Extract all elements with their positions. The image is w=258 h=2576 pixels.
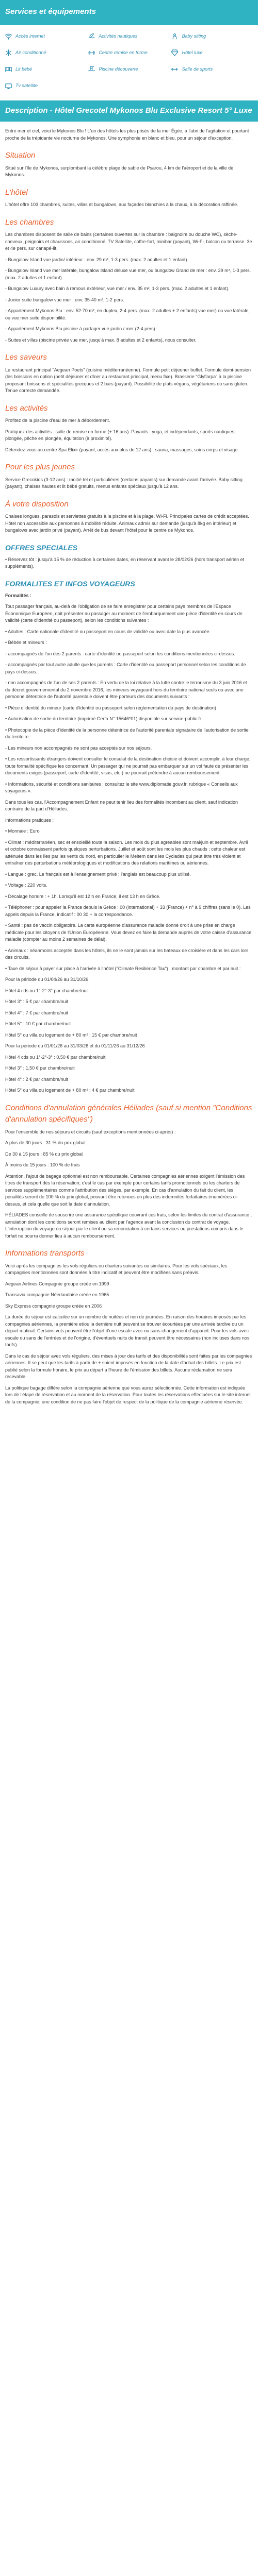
- gym-icon: [171, 65, 179, 74]
- transport-line: Voici après les compagnies les vols réguliers ou charters suivantes ou similaires. Pour les vols spéciaux, les compagnies mentionnées sont données à titre indicatif et peuvent être modifiées sans préavis.: [5, 1263, 228, 1275]
- services-title: Services et équipements: [0, 0, 258, 25]
- formalites-line: Hôtel 5° ou villa ou logement de + 80 m² : 4 € par chambre/nuit: [5, 1088, 135, 1093]
- formalites-line: Hôtel 4° : 7 € par chambre/nuit: [5, 1010, 69, 1015]
- transport-title: Informations transports: [5, 1249, 85, 1258]
- offres-title: OFFRES SPECIALES: [5, 543, 78, 552]
- situation-paragraph: Situé sur l'île de Mykonos, surplombant la célèbre plage de sable de Psarou, 4 km de l'aéroport et de la ville de Mykonos.: [5, 165, 234, 177]
- formalites-line: Hôtel 3° : 5 € par chambre/nuit: [5, 999, 69, 1004]
- wifi-icon: [4, 32, 12, 41]
- service-item: [87, 65, 170, 74]
- transport-line: Dans le cas de séjour avec vols réguliers, des mises à jour des tarifs et des disponibilités sont faites par les compagnies aériennes. Il se peut que les tarifs à partir de + soient imposés en fonction de la date d'achat des billets. Le prix est publié selon la formule horaire, le prix au départ a l'heure de l'émission des billets. Aucune réclamation ne sera recevable.: [5, 1353, 252, 1379]
- activites-paragraph: Pratiquez des activités : salle de remise en forme (+ 16 ans). Payants : yoga, et indépendants, sports nautiques, plongée, pêche en plongée, équitation (à proximité).: [5, 429, 236, 441]
- disposition-paragraph: Chaises longues, parasols et serviettes gratuits à la piscine et à la plage. Wi-Fi. Principales cartes de crédit acceptées. Hôtel non accessible aux personnes à mobilité réduite. Animaux admis sur demande (jusqu'à 8kg en intérieur) et bungalows avec jardin privé (payant). Arrêt de bus devant l'hôtel pour le centre de Mykonos.: [5, 514, 249, 533]
- crib-icon: [4, 65, 12, 74]
- transport-line: La durée du séjour est calculée sur un nombre de nuitées et non de journées. En raison des horaires imposés par les compagnies aériennes, la première et/ou la dernière nuit peuvent se trouver écourtées par une arrivée tardive ou un départ matinal. Certains vols peuvent être l'objet d'une escale avec ou sans changement d'appareil. Pour les vols avec escale ou sans de l'entrées et de l'origine, d'éventuels nuits de transit peuvent être nécessaires (non incluses dans nos tarifs).: [5, 1314, 250, 1347]
- chambres-paragraph: Les chambres disposent de salle de bains (certaines ouvertes sur la chambre : baignoire ou douche WC), sèche-cheveux, peignoirs et chaussons, air conditionné, TV Satellite, coffre-fort, minibar (payant), Wi-Fi, balcon ou terrasse. 3e et 4e pers. sur canapé-lit.: [5, 232, 252, 251]
- annulation-line: Attention, l'ajout de bagage optionnel est non remboursable. Certaines compagnies aériennes exigent l'émission des titres de transport dès la réservation; c'est le cas par exemple pour certains tarifs promotionnels ou les charters de services supplémentaires comme l'attribution des sièges, par exemple. En cas d'annulation du fait du client, les pénalités seront de 100 % du prix global, pouvant être retenues en plus des indemnités forfaitaires énumérées ci-dessus, et cela quelle que soit la date d'annulation.: [5, 1173, 245, 1207]
- annulation-line: Pour l'ensemble de nos séjours et circuits (sauf exceptions mentionnées ci-après) :: [5, 1129, 176, 1134]
- baby-icon: [171, 32, 179, 41]
- formalites-line: • Informations, sécurité et conditions sanitaires : consultez le site www.diplomatie.gouv.fr, rubrique « Conseils aux voyageurs ».: [5, 781, 238, 793]
- formalites-line: • Animaux : néanmoins acceptés dans les hôtels, ils ne le sont jamais sur les bateaux de croisière et dans les cars lors des circuits.: [5, 947, 249, 960]
- transport-line: La politique bagage diffère selon la compagnie aérienne que vous aurez sélectionnée. Cette information est indiquée lors de l'étape de réservation et au moment de la réservation. Pour toutes les réservations effectuées sur le site internet de la compagnie, une condition de ne pas faire l'objet de respect de la politique de la compagnie aérienne réservée.: [5, 1385, 251, 1404]
- disposition-section: [5, 499, 253, 534]
- formalites-line: • Taxe de séjour à payer sur place à l'arrivée à l'hôtel ("Climate Resilience Tax") : montant par chambre et par nuit :: [5, 965, 241, 971]
- formalites-line: Hôtel 5° ou villa ou logement de + 80 m² : 15 € par chambre/nuit: [5, 1032, 137, 1038]
- formalites-line: Dans tous les cas, l'Accompagnement Enfant ne peut tenir lieu des formalités incombant au client, sauf indication contraire de la part d'Héliades.: [5, 799, 238, 811]
- intro-paragraph: Entre mer et ciel, voici le Mykonos Blu ! L'un des hôtels les plus prisés de la mer Égée, à l'abri de l'agitation et pourtant proche de la trépidante vie nocturne de Mykonos. Une symphonie en blanc et bleu, pour un séjour d'exception.: [5, 128, 249, 141]
- chambres-paragraph: - Bungalow Island vue mer latérale, bungalow Island deluxe vue mer, ou bungalow Grand de mer : env. 29 m², 1-3 pers. (max. 2 adultes et 1 enfant).: [5, 268, 251, 280]
- surf-icon: [87, 32, 95, 41]
- saveurs-title: Les saveurs: [5, 353, 47, 362]
- formalites-line: • Langue : grec. Le français est à l'enseignement privé ; l'anglais est beaucoup plus utilisé.: [5, 871, 191, 877]
- service-label: Activités nautiques: [99, 33, 138, 39]
- services-grid: [0, 25, 258, 100]
- transport-section: [5, 1248, 253, 1405]
- formalites-line: • Autorisation de sortie du territoire (imprimé Cerfa N° 15646*01) disponible sur service-public.fr: [5, 716, 201, 721]
- service-label: Salle de sports: [182, 66, 213, 72]
- formalites-line: Pour la période du 01/04/26 au 31/10/26: [5, 977, 89, 982]
- transport-line: Aegean Airlines Compagnie groupe créée en 1999: [5, 1281, 109, 1286]
- service-label: Lit bébé: [15, 66, 33, 72]
- service-item: [87, 49, 170, 57]
- formalites-line: • Climat : méditerranéen, sec et ensoleillé toute la saison. Les mois du plus agréables sont mai/juin et septembre. Avril et octobre connaissent parfois quelques perturbations. Juillet et août sont les mois les plus chauds ; cette chaleur est atténuée dans les îles par les vents du nord, en particulier le Meltem dans les Cyclades qui peut être très violent et entraîner des perturbations météorologiques et modifications des relations maritimes ou aériennes.: [5, 839, 248, 866]
- saveurs-paragraph: Le restaurant principal "Aegean Poets" (cuisine méditerranéenne). Formule petit déjeuner buffet. Formule demi-pension (les boissons en option (petit déjeuner et dîner au restaurant principal, menu fixe). Brasserie "Glyf'arpa" à la piscine proposant boissons et spécialités grecques et 2 bars (payant). Possibilité de plats végans, végétariens ou sans gluten. Tenue correcte demandée.: [5, 367, 251, 393]
- hotel-title: L'hôtel: [5, 188, 28, 197]
- fitness-icon: [87, 49, 95, 57]
- content: [0, 122, 258, 1423]
- service-label: Tv satellite: [15, 82, 38, 88]
- formalites-line: • Les ressortissants étrangers doivent consulter le consulat de la destination choisie et doivent accomplir, à leur charge, toute formalité spécifique les concernant. Un passager qui ne pourrait pas embarquer sur un vol faute de présenter les documents exigés (passeport, carte d'identité, visas, etc.) ne pourrait prétendre à aucun remboursement.: [5, 756, 251, 775]
- formalites-line: • Santé : pas de vaccin obligatoire. La carte européenne d'assurance maladie donne droit à une prise en charge médicale pour les citoyens de l'Union Européenne. Vous devez en faire la demande auprès de votre caisse d'assurance maladie (compter au moins 2 semaines de délai).: [5, 923, 252, 942]
- air-conditioning-icon: [4, 49, 12, 57]
- tv-icon: [4, 82, 12, 90]
- formalites-line: Hôtel 5° : 10 € par chambre/nuit: [5, 1021, 71, 1026]
- formalites-line: - accompagnés par tout autre adulte que les parents : Carte d'identité ou passeport personnel selon les conditions de pays ci-dessus.: [5, 662, 246, 674]
- hotel-section: [5, 187, 253, 209]
- formalites-line: • Monnaie : Euro: [5, 828, 40, 834]
- annulation-line: À moins de 15 jours : 100 % de frais: [5, 1162, 80, 1167]
- service-label: Centre remise en forme: [99, 49, 148, 55]
- chambres-paragraph: - Bungalow Luxury avec bain à remous extérieur, vue mer / env. 35 m², 1-3 pers. (max. 2 adultes et 1 enfant).: [5, 286, 230, 291]
- formalites-line: Tout passager français, au-delà de l'obligation de se faire enregistrer pour certains pays membres de l'Espace Économique Européen, doit présenter au passager au moment de l'embarquement une pièce d'identité en cours de validité (carte d'identité ou passeport), selon les conditions suivantes :: [5, 604, 243, 623]
- service-label: Piscine découverte: [99, 66, 138, 72]
- formalites-line: Hôtel 4° : 2 € par chambre/nuit: [5, 1076, 69, 1082]
- disposition-title: À votre disposition: [5, 499, 69, 509]
- service-item: [4, 32, 87, 41]
- activites-paragraph: Profitez de la piscine d'eau de mer à débordement.: [5, 418, 110, 423]
- formalites-line: Pour la période du 01/01/26 au 31/03/26 et du 01/11/26 au 31/12/26: [5, 1043, 145, 1048]
- pool-icon: [87, 65, 95, 74]
- formalites-line: • Adultes : Carte nationale d'identité ou passeport en cours de validité ou avec date la plus avancée.: [5, 629, 211, 634]
- annulation-title: Conditions d'annulation générales Héliades (sauf si mention "Conditions d'annulation spécifiques"): [5, 1103, 252, 1124]
- activites-section: [5, 403, 253, 454]
- formalites-line: • Décalage horaire : + 1h. Lorsqu'il est 12 h en France, il est 13 h en Grèce.: [5, 893, 160, 899]
- formalites-line: Informations pratiques :: [5, 817, 54, 823]
- hotel-description-title: Description - Hôtel Grecotel Mykonos Blu Exclusive Resort 5° Luxe: [0, 100, 258, 122]
- service-item: [171, 49, 254, 57]
- chambres-section: [5, 217, 253, 344]
- formalites-line: Hôtel 3° : 1,50 € par chambre/nuit: [5, 1065, 75, 1071]
- situation-title: Situation: [5, 151, 36, 160]
- service-item: [4, 49, 87, 57]
- formalites-line: - non accompagnés de l'un de ses 2 parents : En vertu de la loi relative à la lutte contre le terrorisme du 3 juin 2016 et du décret gouvernemental du 2 novembre 2016, les mineurs voyageant hors du territoire national seuls ou avec une personne détentrice de l'autorité parentale doivent être porteurs des documents suivants :: [5, 680, 247, 699]
- saveurs-section: [5, 352, 253, 395]
- formalites-line: • Téléphoner : pour appeler la France depuis la Grèce : 00 (international) + 33 (France) + n° à 9 chiffres (sans le 0). Les appels depuis la France, indicatif : 00 30 + la correspondance.: [5, 905, 251, 917]
- formalites-line: • Pièce d'identité du mineur (carte d'identité ou passeport selon réglementation du pays de destination): [5, 705, 216, 710]
- chambres-paragraph: - Suites et villas (piscine privée vue mer, jusqu'à max. 8 adultes et 2 enfants), nous consulter.: [5, 337, 197, 343]
- formalites-section: [5, 579, 253, 1094]
- formalites-line: • Bébés et mineurs :: [5, 640, 47, 645]
- offres-section: [5, 543, 253, 570]
- formalites-subtitle: Formalités :: [5, 592, 32, 598]
- situation-section: [5, 150, 253, 179]
- hotel-paragraph: L'hôtel offre 103 chambres, suites, villas et bungalows, aux façades blanchies à la chaux, à la décoration raffinée.: [5, 202, 238, 207]
- chambres-paragraph: - Junior suite bungalow vue mer : env. 35-40 m², 1-2 pers.: [5, 297, 124, 302]
- formalites-title: FORMALITES ET INFOS VOYAGEURS: [5, 579, 135, 588]
- service-item: [171, 65, 254, 74]
- chambres-paragraph: - Appartement Mykonos Blu : env. 52-70 m², en duplex, 2-4 pers. (max. 2 adultes + 2 enfants) vue mer) ou vue latérale, ou vue mer suite disponibilité.: [5, 308, 250, 320]
- service-item: [4, 82, 87, 90]
- service-item: [4, 65, 87, 74]
- service-label: Hôtel luxe: [182, 49, 203, 55]
- formalites-line: • Photocopie de la pièce d'identité de la personne détentrice de l'autorité parentale signataire de l'autorisation de sortie du territoire: [5, 727, 249, 739]
- annulation-line: A plus de 30 jours : 31 % du prix global: [5, 1140, 86, 1145]
- formalites-line: - accompagnés de l'un des 2 parents : carte d'identité ou passeport selon les conditions mentionnées ci-dessus.: [5, 651, 235, 656]
- activites-paragraph: Détendez-vous au centre Spa Elixir (payant; accès aux plus de 12 ans) : sauna, massages, soins corps et visage.: [5, 447, 239, 452]
- chambres-title: Les chambres: [5, 217, 54, 227]
- jeunes-title: Pour les plus jeunes: [5, 463, 75, 471]
- jeunes-section: [5, 462, 253, 490]
- annulation-line: De 30 à 15 jours : 85 % du prix global: [5, 1151, 83, 1157]
- chambres-paragraph: - Appartement Mykonos Blu piscine à partager vue jardin / mer (2-4 pers).: [5, 326, 157, 331]
- service-label: Air conditionné: [15, 49, 46, 55]
- transport-line: Sky Express compagnie groupe créée en 2006: [5, 1303, 102, 1309]
- service-item: [171, 32, 254, 41]
- annulation-section: [5, 1103, 253, 1240]
- jeunes-paragraph: Service Grecokids (3-12 ans) : moitié tel et particulières (certains payants) sur demande avant l'arrivée. Baby sitting (payant), chaises hautes et lit bébé gratuits, menus enfants spéciaux jusqu'à 12 ans.: [5, 477, 243, 489]
- formalites-line: - Les mineurs non accompagnés ne sont pas acceptés sur nos séjours.: [5, 745, 152, 751]
- diamond-icon: [171, 49, 179, 57]
- service-label: Baby sitting: [182, 33, 206, 39]
- formalites-line: Hôtel 4 cds ou 1°-2°-3° par chambre/nuit: [5, 988, 89, 993]
- activites-title: Les activités: [5, 403, 48, 413]
- formalites-line: • Voltage : 220 volts.: [5, 883, 47, 888]
- chambres-paragraph: - Bungalow Island vue jardin/ intérieur : env. 29 m², 1-3 pers. (max. 2 adultes et 1 enfant).: [5, 257, 189, 262]
- offres-line: • Réservez tôt : jusqu'à 15 % de réduction à certaines dates, en réservant avant le 28/02/26 (hors transport aérien et suppléments).: [5, 556, 245, 569]
- service-item: [87, 32, 170, 41]
- annulation-line: HÉLIADES conseille de souscrire une assurance spécifique couvrant ces frais, selon les limites du contrat d'assurance ; annulation dont les conditions seront remises au client par l'agence avant la conclusion du contrat de voyage. L'interruption du voyage ou séjour par le client ou sa renonciation à certains services ou prestations compris dans le forfait ne pourra donner lieu à aucun remboursement.: [5, 1212, 252, 1239]
- formalites-line: Hôtel 4 cds ou 1°-2°-3° : 0,50 € par chambre/nuit: [5, 1054, 106, 1060]
- service-label: Accès internet: [15, 33, 45, 39]
- transport-line: Transavia compagnie Néerlandaise créée en 1965: [5, 1292, 109, 1297]
